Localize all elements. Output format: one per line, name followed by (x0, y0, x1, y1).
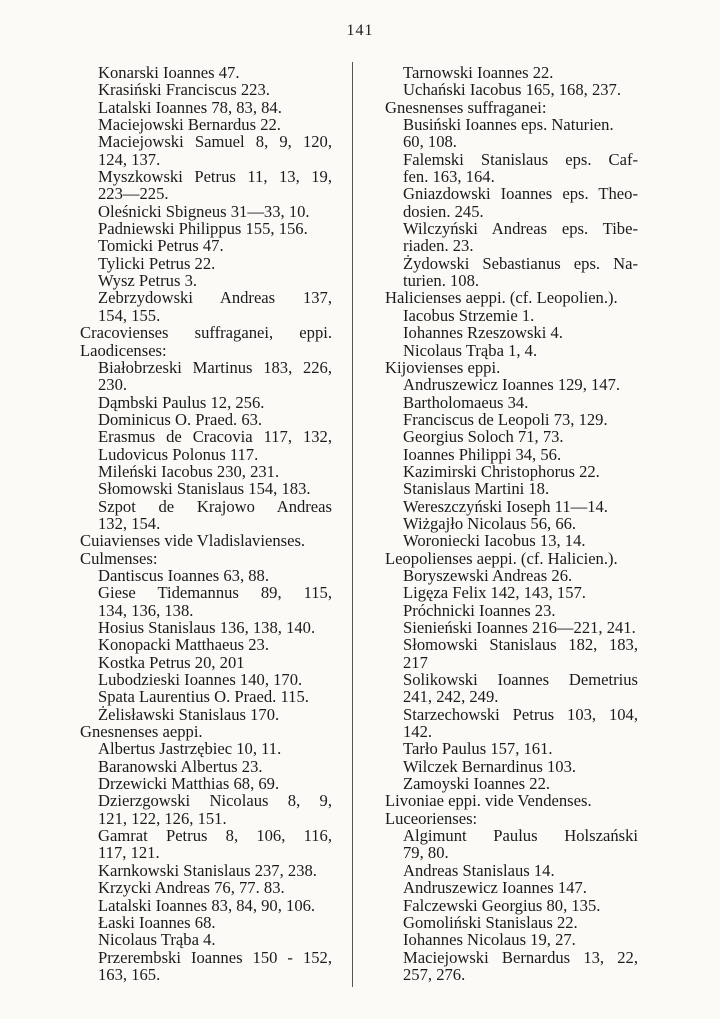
index-entry: Solikowski Ioannes Demetrius (403, 670, 638, 690)
index-entry: Starzechowski Petrus 103, 104, (403, 704, 638, 724)
index-entry: Maciejowski Bernardus 22. (98, 115, 281, 135)
index-entry: Maciejowski Samuel 8, 9, 120, (98, 132, 332, 152)
index-entry: 217 (403, 652, 428, 672)
index-heading: Leopolienses aeppi. (cf. Halicien.). (385, 548, 618, 568)
index-entry: Wiżgajło Nicolaus 56, 66. (403, 513, 577, 533)
index-entry: Wilczyński Andreas eps. Tibe- (403, 219, 638, 239)
index-entry: 163, 165. (98, 964, 161, 984)
index-entry: Franciscus de Leopoli 73, 129. (403, 409, 608, 429)
index-entry: 121, 122, 126, 151. (98, 808, 227, 828)
index-entry: Krasiński Franciscus 223. (98, 80, 270, 100)
index-entry: Albertus Jastrzębiec 10, 11. (98, 739, 282, 759)
index-entry: Oleśnicki Sbigneus 31—33, 10. (98, 201, 310, 221)
index-entry: Kazimirski Christophorus 22. (403, 461, 600, 481)
index-entry: Przerembski Ioannes 150 - 152, (98, 947, 332, 967)
index-entry: Iacobus Strzemie 1. (403, 305, 535, 325)
index-entry: Iohannes Rzeszowski 4. (403, 323, 563, 343)
page-number: 141 (346, 22, 374, 39)
index-heading: Livoniae eppi. vide Vendenses. (385, 791, 592, 811)
index-entry: Giese Tidemannus 89, 115, (98, 583, 332, 603)
index-entry: Konarski Ioannes 47. (98, 63, 240, 82)
index-entry: Dominicus O. Praed. 63. (98, 409, 263, 429)
index-entry: dosien. 245. (403, 201, 484, 221)
index-entry: Andruszewicz Ioannes 147. (403, 878, 587, 898)
index-entry: Lubodzieski Ioannes 140, 170. (98, 670, 303, 690)
index-entry: Erasmus de Cracovia 117, 132, (98, 427, 332, 447)
index-entry: Hosius Stanislaus 136, 138, 140. (98, 618, 316, 637)
index-entry: Tarło Paulus 157, 161. (403, 739, 553, 759)
index-entry: Gamrat Petrus 8, 106, 116, (98, 826, 332, 846)
index-heading: Laodicenses: (80, 340, 167, 360)
index-entry: Sienieński Ioannes 216—221, 241. (403, 618, 636, 637)
index-entry: Tylicki Petrus 22. (98, 253, 216, 273)
index-heading: Gnesnenses suffraganei: (385, 97, 547, 117)
index-entry: Wilczek Bernardinus 103. (403, 756, 577, 776)
index-entry: Słomowski Stanislaus 154, 183. (98, 479, 311, 499)
index-heading: Cuiavienses vide Vladislavienses. (80, 531, 306, 551)
index-entry: Bartholomaeus 34. (403, 392, 529, 412)
index-entry: Dąmbski Paulus 12, 256. (98, 392, 265, 412)
index-entry: 223—225. (98, 184, 169, 204)
index-entry: Konopacki Matthaeus 23. (98, 635, 269, 655)
index-entry: Krzycki Andreas 76, 77. 83. (98, 878, 285, 898)
index-entry: riaden. 23. (403, 236, 474, 256)
index-entry: 117, 121. (98, 843, 160, 863)
index-entry: Zebrzydowski Andreas 137, (98, 288, 332, 308)
index-entry: Tomicki Petrus 47. (98, 236, 224, 256)
index-entry: Tarnowski Ioannes 22. (403, 63, 554, 82)
index-entry: Kostka Petrus 20, 201 (98, 652, 245, 672)
index-entry: 124, 137. (98, 149, 161, 169)
index-entry: 134, 136, 138. (98, 600, 194, 620)
index-entry: Myszkowski Petrus 11, 13, 19, (98, 167, 332, 187)
index-entry: Latalski Ioannes 78, 83, 84. (98, 97, 282, 117)
index-entry: Boryszewski Andreas 26. (403, 565, 573, 585)
index-entry: Gniazdowski Ioannes eps. Theo- (403, 184, 638, 204)
index-entry: turien. 108. (403, 271, 480, 291)
index-entry: 154, 155. (98, 305, 161, 325)
index-entry: Iohannes Nicolaus 19, 27. (403, 930, 576, 950)
index-entry: Drzewicki Matthias 68, 69. (98, 774, 280, 794)
index-entry: Gomoliński Stanislaus 22. (403, 912, 578, 932)
index-entry: Ludovicus Polonus 117. (98, 444, 259, 464)
index-entry: Dzierzgowski Nicolaus 8, 9, (98, 791, 332, 811)
index-entry: 230. (98, 375, 128, 395)
index-entry: 60, 108. (403, 132, 457, 152)
index-entry: 132, 154. (98, 513, 161, 533)
index-entry: Andreas Stanislaus 14. (403, 860, 555, 880)
index-heading: Culmenses: (80, 548, 158, 568)
index-entry: Latalski Ioannes 83, 84, 90, 106. (98, 895, 316, 915)
index-entry: Falczewski Georgius 80, 135. (403, 895, 601, 915)
index-entry: Andruszewicz Ioannes 129, 147. (403, 375, 621, 395)
index-entry: Słomowski Stanislaus 182, 183, (403, 635, 638, 655)
index-entry: Wysz Petrus 3. (98, 271, 198, 291)
index-entry: Ioannes Philippi 34, 56. (403, 444, 562, 464)
index-entry: Mileński Iacobus 230, 231. (98, 461, 280, 481)
index-entry: 241, 242, 249. (403, 687, 499, 707)
index-entry: Uchański Iacobus 165, 168, 237. (403, 80, 621, 100)
index-entry: Dantiscus Ioannes 63, 88. (98, 565, 269, 585)
index-entry: 257, 276. (403, 964, 466, 984)
index-entry: Maciejowski Bernardus 13, 22, (403, 947, 638, 967)
left-column (80, 64, 332, 983)
index-entry: Falemski Stanislaus eps. Caf- (403, 149, 638, 169)
index-entry: Zamoyski Ioannes 22. (403, 774, 551, 794)
index-entry: Baranowski Albertus 23. (98, 756, 263, 776)
index-entry: Żydowski Sebastianus eps. Na- (403, 253, 638, 273)
index-entry: 142. (403, 722, 433, 742)
index-entry: Georgius Soloch 71, 73. (403, 427, 564, 447)
index-heading: Cracovienses suffraganei, eppi. (80, 323, 332, 343)
column-divider (352, 62, 353, 987)
index-entry: Szpot de Krajowo Andreas (98, 496, 332, 516)
index-entry: Nicolaus Trąba 4. (98, 930, 216, 950)
index-entry: Spata Laurentius O. Praed. 115. (98, 687, 309, 707)
index-heading: Gnesnenses aeppi. (80, 722, 203, 742)
index-entry: fen. 163, 164. (403, 167, 495, 187)
index-entry: Nicolaus Trąba 1, 4. (403, 340, 538, 360)
right-column (385, 64, 638, 983)
index-heading: Halicienses aeppi. (cf. Leopolien.). (385, 288, 618, 308)
index-heading: Luceorienses: (385, 808, 478, 828)
index-entry: Stanislaus Martini 18. (403, 479, 550, 499)
index-entry: Padniewski Philippus 155, 156. (98, 219, 308, 239)
index-entry: Białobrzeski Martinus 183, 226, (98, 357, 332, 377)
index-entry: Busiński Ioannes eps. Naturien. (403, 115, 614, 135)
index-entry: Karnkowski Stanislaus 237, 238. (98, 860, 317, 880)
index-heading: Kijovienses eppi. (385, 357, 501, 377)
index-entry: Łaski Ioannes 68. (98, 912, 216, 932)
index-entry: Wereszczyński Ioseph 11—14. (403, 496, 608, 516)
index-entry: Próchnicki Ioannes 23. (403, 600, 556, 620)
index-entry: Ligęza Felix 142, 143, 157. (403, 583, 586, 603)
index-entry: 79, 80. (403, 843, 449, 863)
index-entry: Żelisławski Stanislaus 170. (98, 704, 280, 724)
index-entry: Algimunt Paulus Holszański (403, 826, 638, 846)
index-entry: Woroniecki Iacobus 13, 14. (403, 531, 586, 551)
